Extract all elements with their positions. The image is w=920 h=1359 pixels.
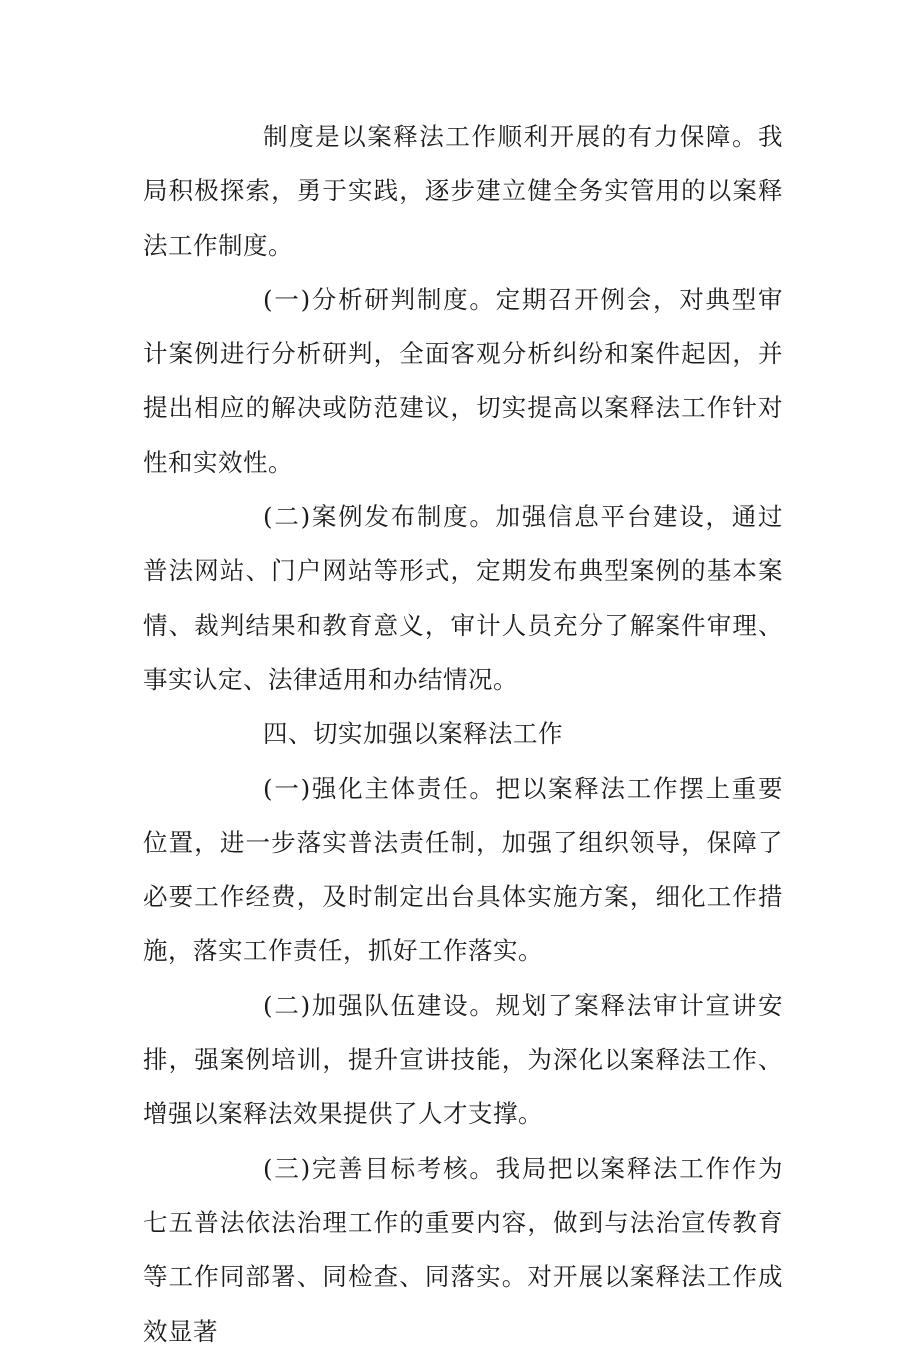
paragraph-team-building: (二)加强队伍建设。规划了案释法审计宣讲安排，强案例培训，提升宣讲技能，为深化以案释法工作、增强以案释法效果提供了人才支撑。 (143, 990, 783, 1129)
paragraph-case-release-system: (二)案例发布制度。加强信息平台建设，通过普法网站、门户网站等形式，定期发布典型案例的基本案情、裁判结果和教育意义，审计人员充分了解案件审理、事实认定、法律适用和办结情况。 (143, 502, 783, 694)
paragraph-main-responsibility: (一)强化主体责任。把以案释法工作摆上重要位置，进一步落实普法责任制，加强了组织领导，保障了必要工作经费，及时制定出台具体实施方案，细化工作措施，落实工作责任，抓好工作落实。 (143, 773, 783, 966)
section-heading-four: 四、切实加强以案释法工作 (263, 719, 564, 749)
paragraph-analysis-system: (一)分析研判制度。定期召开例会，对典型审计案例进行分析研判，全面客观分析纠纷和案件起因，并提出相应的解决或防范建议，切实提高以案释法工作针对性和实效性。 (143, 284, 783, 477)
paragraph-institution-guarantee: 制度是以案释法工作顺利开展的有力保障。我局积极探索，勇于实践，逐步建立健全务实管用的以案释法工作制度。 (143, 122, 783, 260)
document-body (143, 110, 783, 1359)
paragraph-target-assessment: (三)完善目标考核。我局把以案释法工作作为七五普法依法治理工作的重要内容，做到与法治宣传教育等工作同部署、同检查、同落实。对开展以案释法工作成效显著 (143, 1153, 783, 1346)
